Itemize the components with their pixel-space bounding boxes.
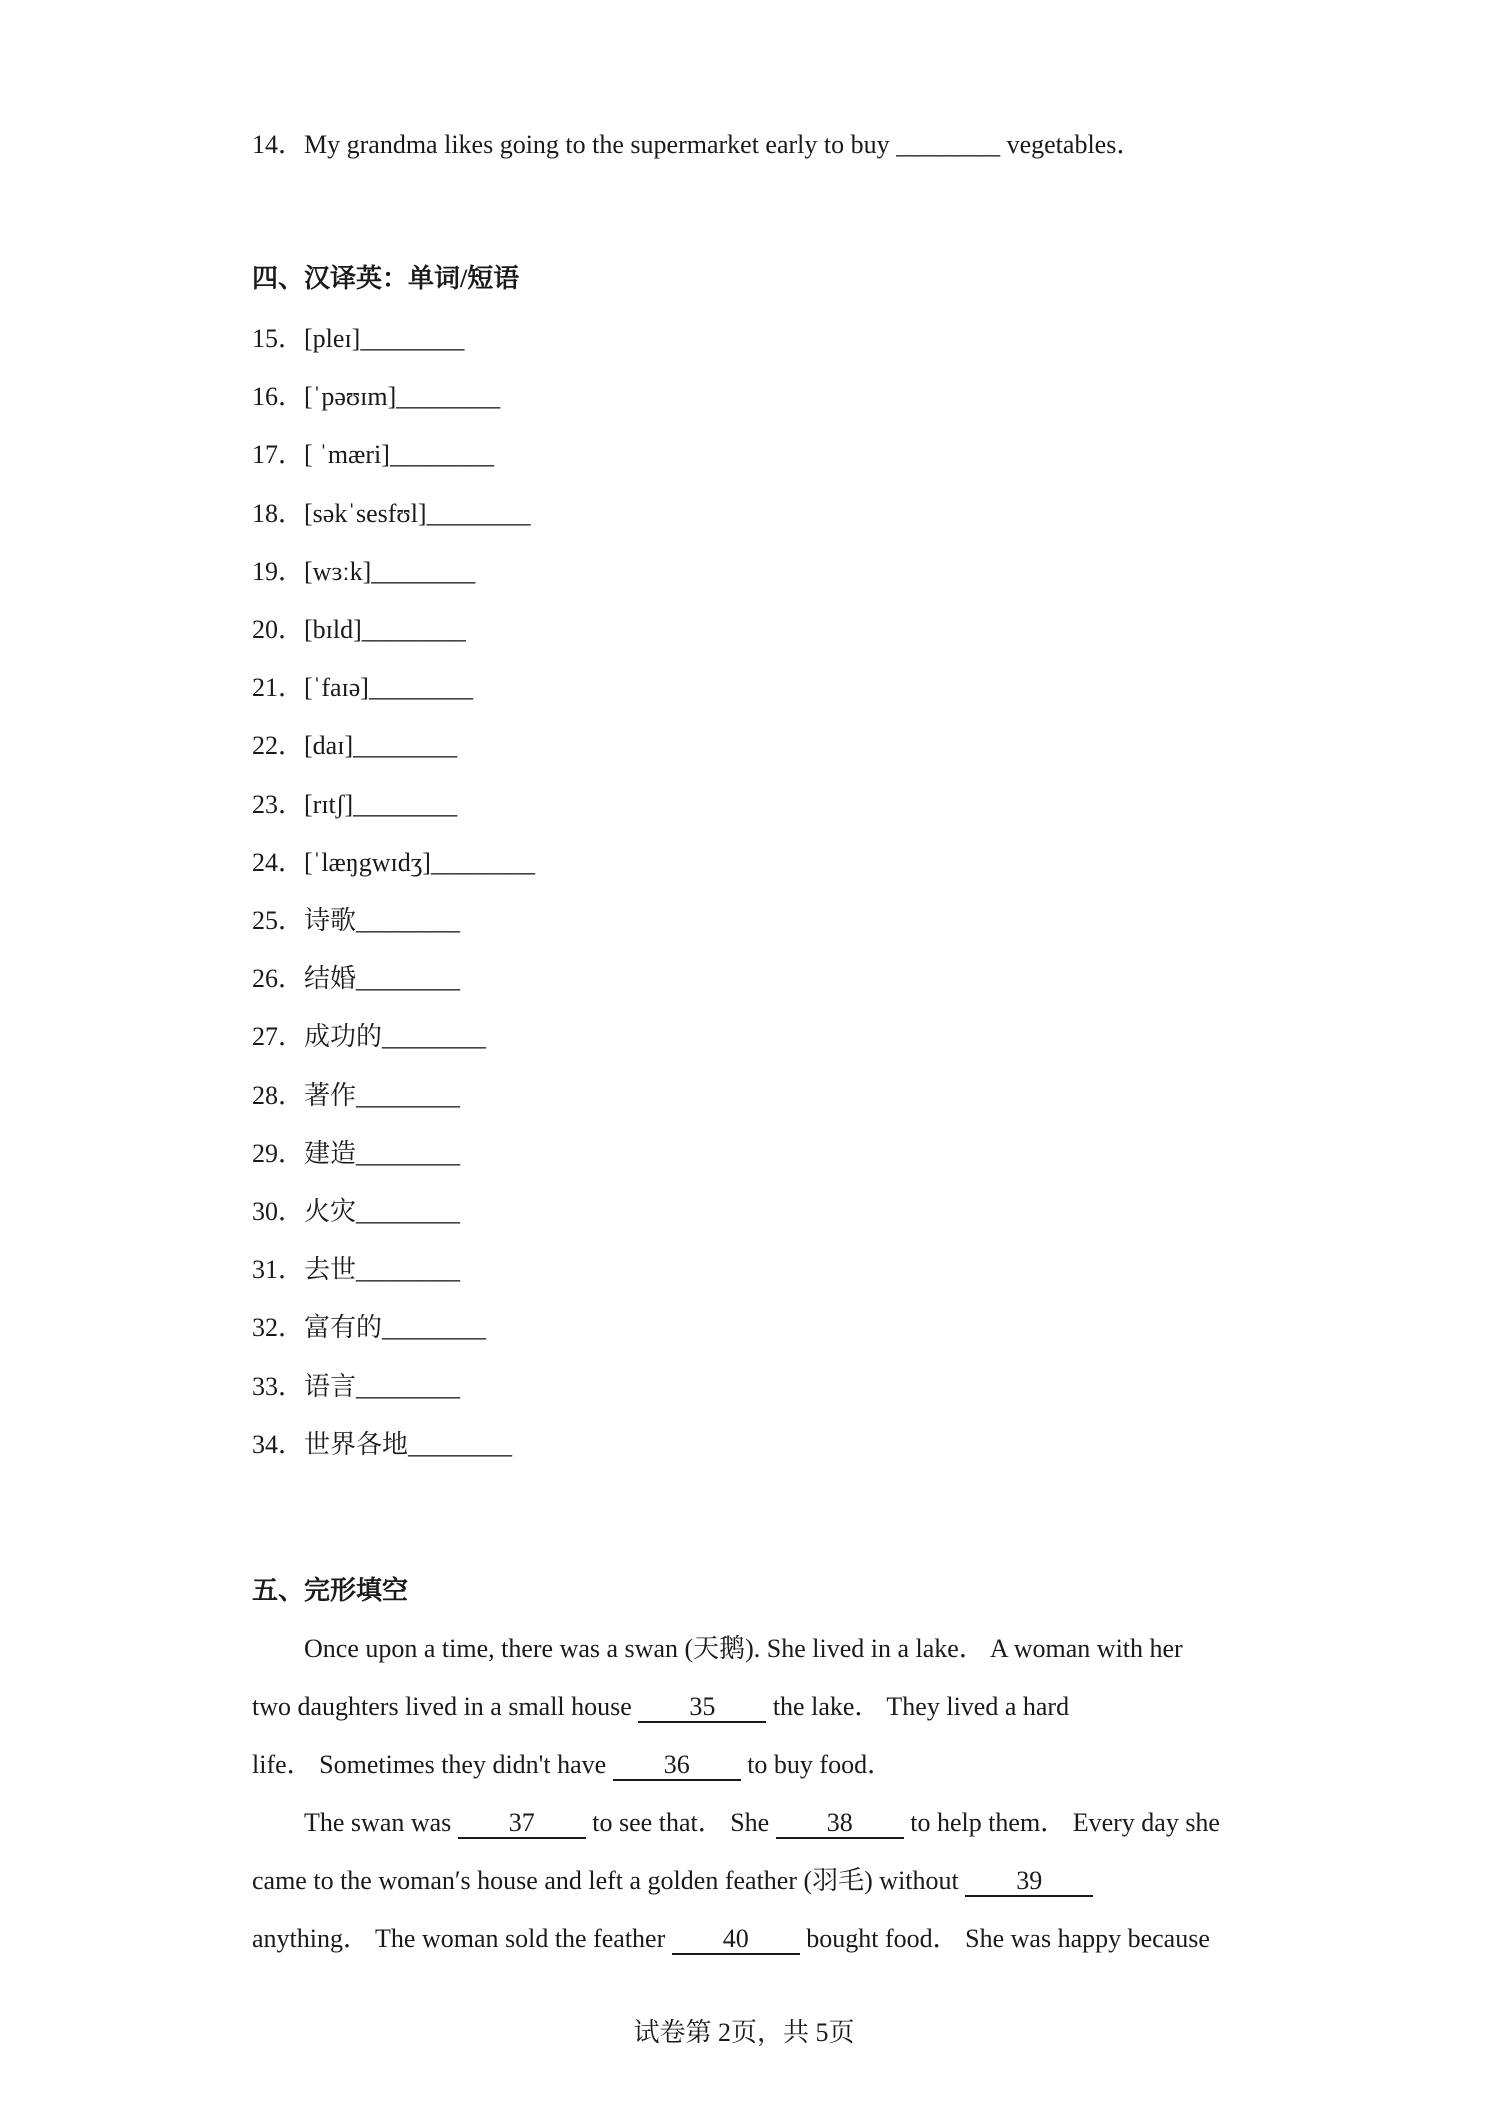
translation-item [252, 1311, 486, 1345]
item-number: 16． [252, 382, 305, 411]
passage-text: life． Sometimes they didn't have [252, 1750, 613, 1779]
item-text: [wɜːk]________ [304, 557, 476, 586]
item-text: [səkˈsesfʊl]________ [304, 499, 531, 528]
translation-item [252, 1195, 460, 1229]
translation-item [252, 497, 531, 531]
translation-item [252, 1370, 460, 1404]
item-text: 语言________ [304, 1372, 461, 1401]
translation-item [252, 438, 494, 472]
item-number: 17． [252, 440, 305, 469]
item-text: [ˈlæŋgwɪdʒ]________ [304, 848, 535, 877]
item-text: [ ˈmæri]________ [304, 440, 494, 469]
passage-line-2 [252, 1690, 1252, 1724]
passage-line-3 [252, 1748, 1252, 1782]
item-text: [ˈpəʊɪm]________ [304, 382, 501, 411]
passage-text: anything． The woman sold the feather [252, 1924, 672, 1953]
item-number: 30． [252, 1197, 305, 1226]
item-number: 22． [252, 731, 305, 760]
passage-text: came to the woman′s house and left a golden feather (羽毛) without [252, 1866, 966, 1895]
item-text: [rɪtʃ]________ [304, 790, 458, 819]
translation-item [252, 1253, 460, 1287]
translation-item [252, 1079, 460, 1113]
translation-item [252, 788, 457, 822]
blank-36[interactable]: 36 [613, 1751, 741, 1781]
item-number: 34． [252, 1430, 305, 1459]
item-number: 32． [252, 1313, 305, 1342]
item-number: 15． [252, 324, 305, 353]
item-number: 25． [252, 906, 305, 935]
translation-item [252, 322, 464, 356]
item-text: 著作________ [304, 1081, 461, 1110]
item-number: 23． [252, 790, 305, 819]
blank-35[interactable]: 35 [638, 1693, 766, 1723]
item-number: 21． [252, 673, 305, 702]
translation-item [252, 380, 500, 414]
passage-text: to buy food． [740, 1750, 894, 1779]
translation-item [252, 1428, 512, 1462]
question-14 [252, 128, 1142, 162]
item-number: 29． [252, 1139, 305, 1168]
item-text: 建造________ [304, 1139, 461, 1168]
question-number: 14． [252, 130, 305, 159]
item-text: [bɪld]________ [304, 615, 466, 644]
blank-40[interactable]: 40 [672, 1925, 800, 1955]
passage-line-5 [252, 1864, 1252, 1898]
item-number: 28． [252, 1081, 305, 1110]
page-footer: 试卷第 2页，共 5页 [633, 2018, 855, 2047]
passage-text: The swan was [304, 1808, 458, 1837]
item-text: [ˈfaɪə]________ [304, 673, 473, 702]
item-text: 诗歌________ [304, 906, 461, 935]
item-number: 19． [252, 557, 305, 586]
section-5-heading: 五、完形填空 [252, 1576, 409, 1605]
translation-item [252, 555, 475, 589]
item-text: [daɪ]________ [304, 731, 458, 760]
blank-38[interactable]: 38 [776, 1809, 904, 1839]
item-number: 24． [252, 848, 305, 877]
item-number: 27． [252, 1022, 305, 1051]
item-text: [pleɪ]________ [304, 324, 465, 353]
item-text: 火灾________ [304, 1197, 461, 1226]
blank-39[interactable]: 39 [965, 1867, 1093, 1897]
translation-item [252, 962, 460, 996]
translation-item [252, 729, 457, 763]
passage-text: two daughters lived in a small house [252, 1692, 639, 1721]
translation-item [252, 613, 466, 647]
passage-text: to see that． She [585, 1808, 776, 1837]
question-text: My grandma likes going to the supermarket early to buy ________ vegetables． [304, 130, 1143, 159]
section-4-heading: 四、汉译英：单词/短语 [252, 264, 520, 293]
item-text: 世界各地________ [304, 1430, 513, 1459]
translation-item [252, 671, 473, 705]
item-number: 26． [252, 964, 305, 993]
item-number: 20． [252, 615, 305, 644]
passage-text: bought food． She was happy because [799, 1924, 1210, 1953]
passage-text: the lake． They lived a hard [766, 1692, 1070, 1721]
translation-item [252, 904, 460, 938]
item-text: 成功的________ [304, 1022, 487, 1051]
item-number: 33． [252, 1372, 305, 1401]
item-number: 31． [252, 1255, 305, 1284]
passage-line-4 [304, 1806, 1304, 1840]
blank-37[interactable]: 37 [458, 1809, 586, 1839]
translation-item [252, 1020, 486, 1054]
passage-line-1: Once upon a time, there was a swan (天鹅). She lived in a lake． A woman with her [304, 1634, 1183, 1663]
translation-item [252, 1137, 460, 1171]
item-text: 富有的________ [304, 1313, 487, 1342]
item-text: 去世________ [304, 1255, 461, 1284]
translation-item [252, 846, 535, 880]
item-number: 18． [252, 499, 305, 528]
passage-line-6 [252, 1922, 1252, 1956]
passage-text: to help them． Every day she [903, 1808, 1220, 1837]
item-text: 结婚________ [304, 964, 461, 993]
